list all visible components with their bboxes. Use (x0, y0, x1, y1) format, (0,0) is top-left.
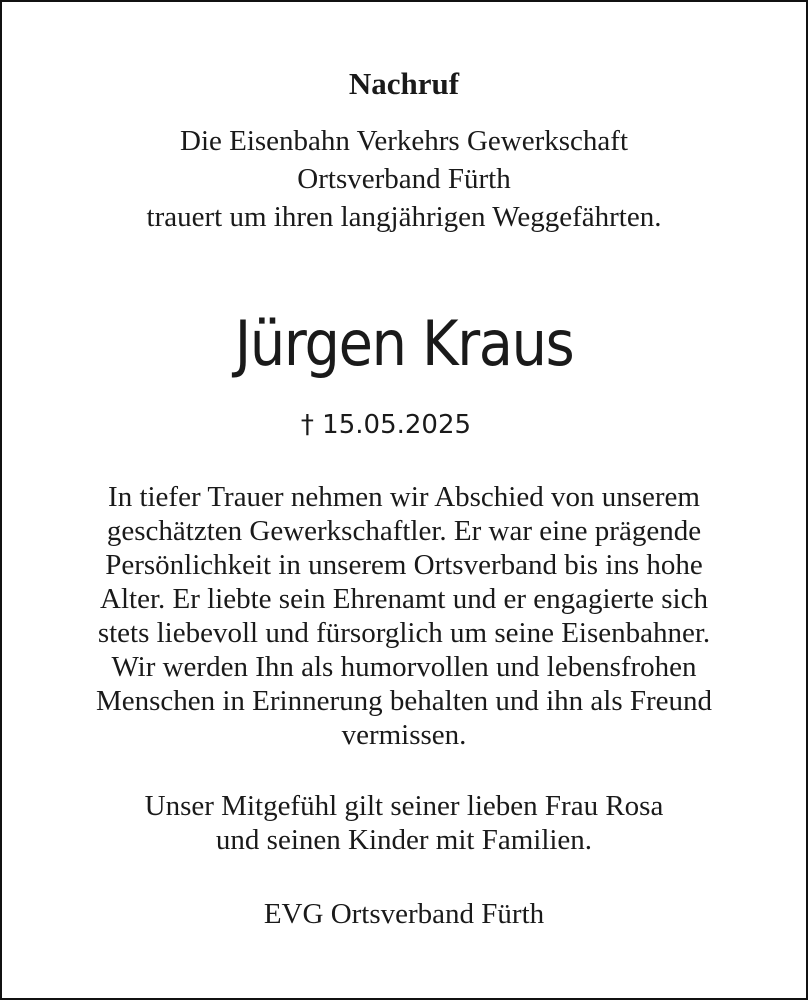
tribute-line: Menschen in Erinnerung behalten und ihn als Freund (95, 685, 713, 717)
tribute-line: Wir werden Ihn als humorvollen und lebensfrohen (111, 651, 697, 683)
signature: EVG Ortsverband Fürth (263, 898, 545, 930)
tribute-line: stets liebevoll und fürsorglich um seine Eisenbahner. (97, 617, 711, 649)
deceased-name: Jürgen Kraus (234, 307, 574, 380)
intro-line: Die Eisenbahn Verkehrs Gewerkschaft (180, 125, 628, 157)
tribute-line: Alter. Er liebte sein Ehrenamt und er engagierte sich (100, 583, 708, 615)
notice-heading: Nachruf (348, 66, 460, 101)
tribute-text (2, 480, 806, 752)
death-date: † 15.05.2025 (300, 410, 472, 440)
tribute-line: In tiefer Trauer nehmen wir Abschied von unserem (108, 481, 700, 513)
sympathy-line: Unser Mitgefühl gilt seiner lieben Frau Rosa (144, 790, 664, 822)
intro-line: Ortsverband Fürth (297, 163, 511, 195)
sympathy-line: und seinen Kinder mit Familien. (215, 824, 593, 856)
tribute-line: vermissen. (341, 719, 467, 751)
tribute-line: Persönlichkeit in unserem Ortsverband bis ins hohe (105, 549, 703, 581)
tribute-line: geschätzten Gewerkschaftler. Er war eine prägende (106, 515, 702, 547)
sympathy-text (2, 789, 806, 857)
intro-block (2, 122, 806, 236)
intro-line: trauert um ihren langjährigen Weggefährten. (146, 201, 662, 233)
